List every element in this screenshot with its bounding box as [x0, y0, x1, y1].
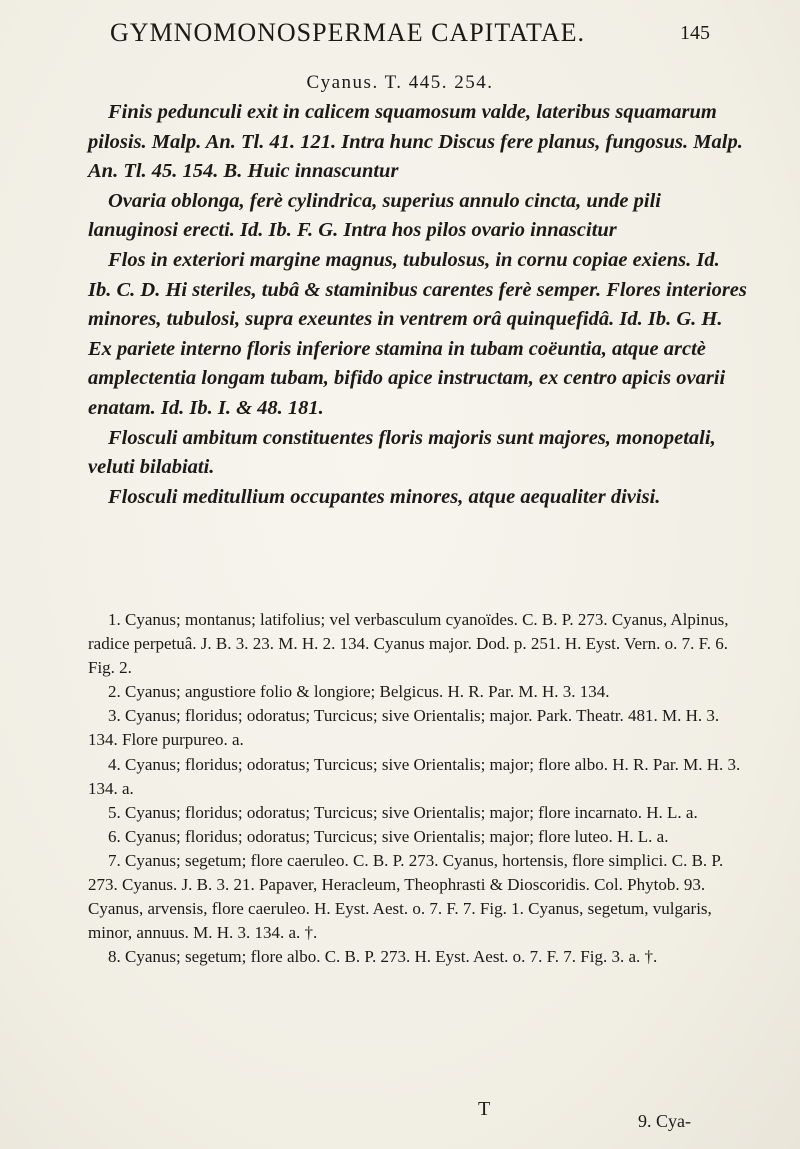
page-number: 145: [680, 22, 710, 44]
synonym-list: [88, 608, 748, 969]
synonym-entry: 3. Cyanus; floridus; odoratus; Turcicus; sive Orientalis; major. Park. Theatr. 481. M. H. 3. 134. Flore purpureo. a.: [88, 706, 720, 750]
description-paragraph: Flosculi meditullium occupantes minores, atque aequaliter divisi.: [108, 485, 661, 508]
signature-mark: T: [478, 1098, 491, 1120]
synonym-entry: 7. Cyanus; segetum; flore caeruleo. C. B. P. 273. Cyanus, hortensis, flore simplici. C. B. P. 273. Cyanus. J. B. 3. 21. Papaver, Heracleum, Theophrasti & Dioscoridis. Col. Phytob. 93. Cyanus, arvensis, flore caeruleo. H. Eyst. Aest. o. 7. F. 7. Fig. 1. Cyanus, segetum, vulgaris, minor, annuus. M. H. 3. 134. a. †.: [88, 850, 724, 943]
synonym-entry: 6. Cyanus; floridus; odoratus; Turcicus; sive Orientalis; major; flore luteo. H. L. a.: [108, 826, 669, 846]
article-title: Cyanus. T. 445. 254.: [306, 72, 494, 93]
description-paragraph: Flos in exteriori margine magnus, tubulosus, in cornu copiae exiens. Id. Ib. C. D. Hi steriles, tubâ & staminibus carentes ferè semper. Flores interiores minores, tubulosi, supra exeuntes in ventrem orâ quinquefidâ. Id. Ib. G. H. Ex pariete interno floris inferiore stamina in tubam coëuntia, atque arctè amplectentia longam tubam, bifido apice instructam, ex centro apicis ovarii enatam. Id. Ib. I. & 48. 181.: [88, 248, 747, 419]
description-paragraph: Finis pedunculi exit in calicem squamosum valde, lateribus squamarum pilosis. Malp. An. Tl. 41. 121. Intra hunc Discus fere planus, fungosus. Malp. An. Tl. 45. 154. B. Huic innascuntur: [88, 101, 743, 183]
synonym-entry: 4. Cyanus; floridus; odoratus; Turcicus; sive Orientalis; major; flore albo. H. R. Par. M. H. 3. 134. a.: [88, 754, 741, 798]
synonym-entry: 1. Cyanus; montanus; latifolius; vel verbasculum cyanoïdes. C. B. P. 273. Cyanus, Alpinus, radice perpetuâ. J. B. 3. 23. M. H. 2. 134. Cyanus major. Dod. p. 251. H. Eyst. Vern. o. 7. F. 6. Fig. 2.: [88, 610, 729, 678]
synonym-entry: 8. Cyanus; segetum; flore albo. C. B. P. 273. H. Eyst. Aest. o. 7. F. 7. Fig. 3. a. †.: [108, 947, 658, 967]
description-paragraph: Ovaria oblonga, ferè cylindrica, superius annulo cincta, unde pili lanuginosi erecti. Id. Ib. F. G. Intra hos pilos ovario innascitur: [88, 189, 661, 242]
description-block: [88, 98, 748, 512]
synonym-entry: 5. Cyanus; floridus; odoratus; Turcicus; sive Orientalis; major; flore incarnato. H. L. a.: [108, 802, 698, 822]
catchword: 9. Cya-: [638, 1111, 691, 1131]
description-paragraph: Flosculi ambitum constituentes floris majoris sunt majores, monopetali, veluti bilabiati.: [88, 426, 716, 479]
running-title: GYMNOMONOSPERMAE CAPITATAE.: [110, 18, 585, 47]
synonym-entry: 2. Cyanus; angustiore folio & longiore; Belgicus. H. R. Par. M. H. 3. 134.: [108, 682, 610, 702]
